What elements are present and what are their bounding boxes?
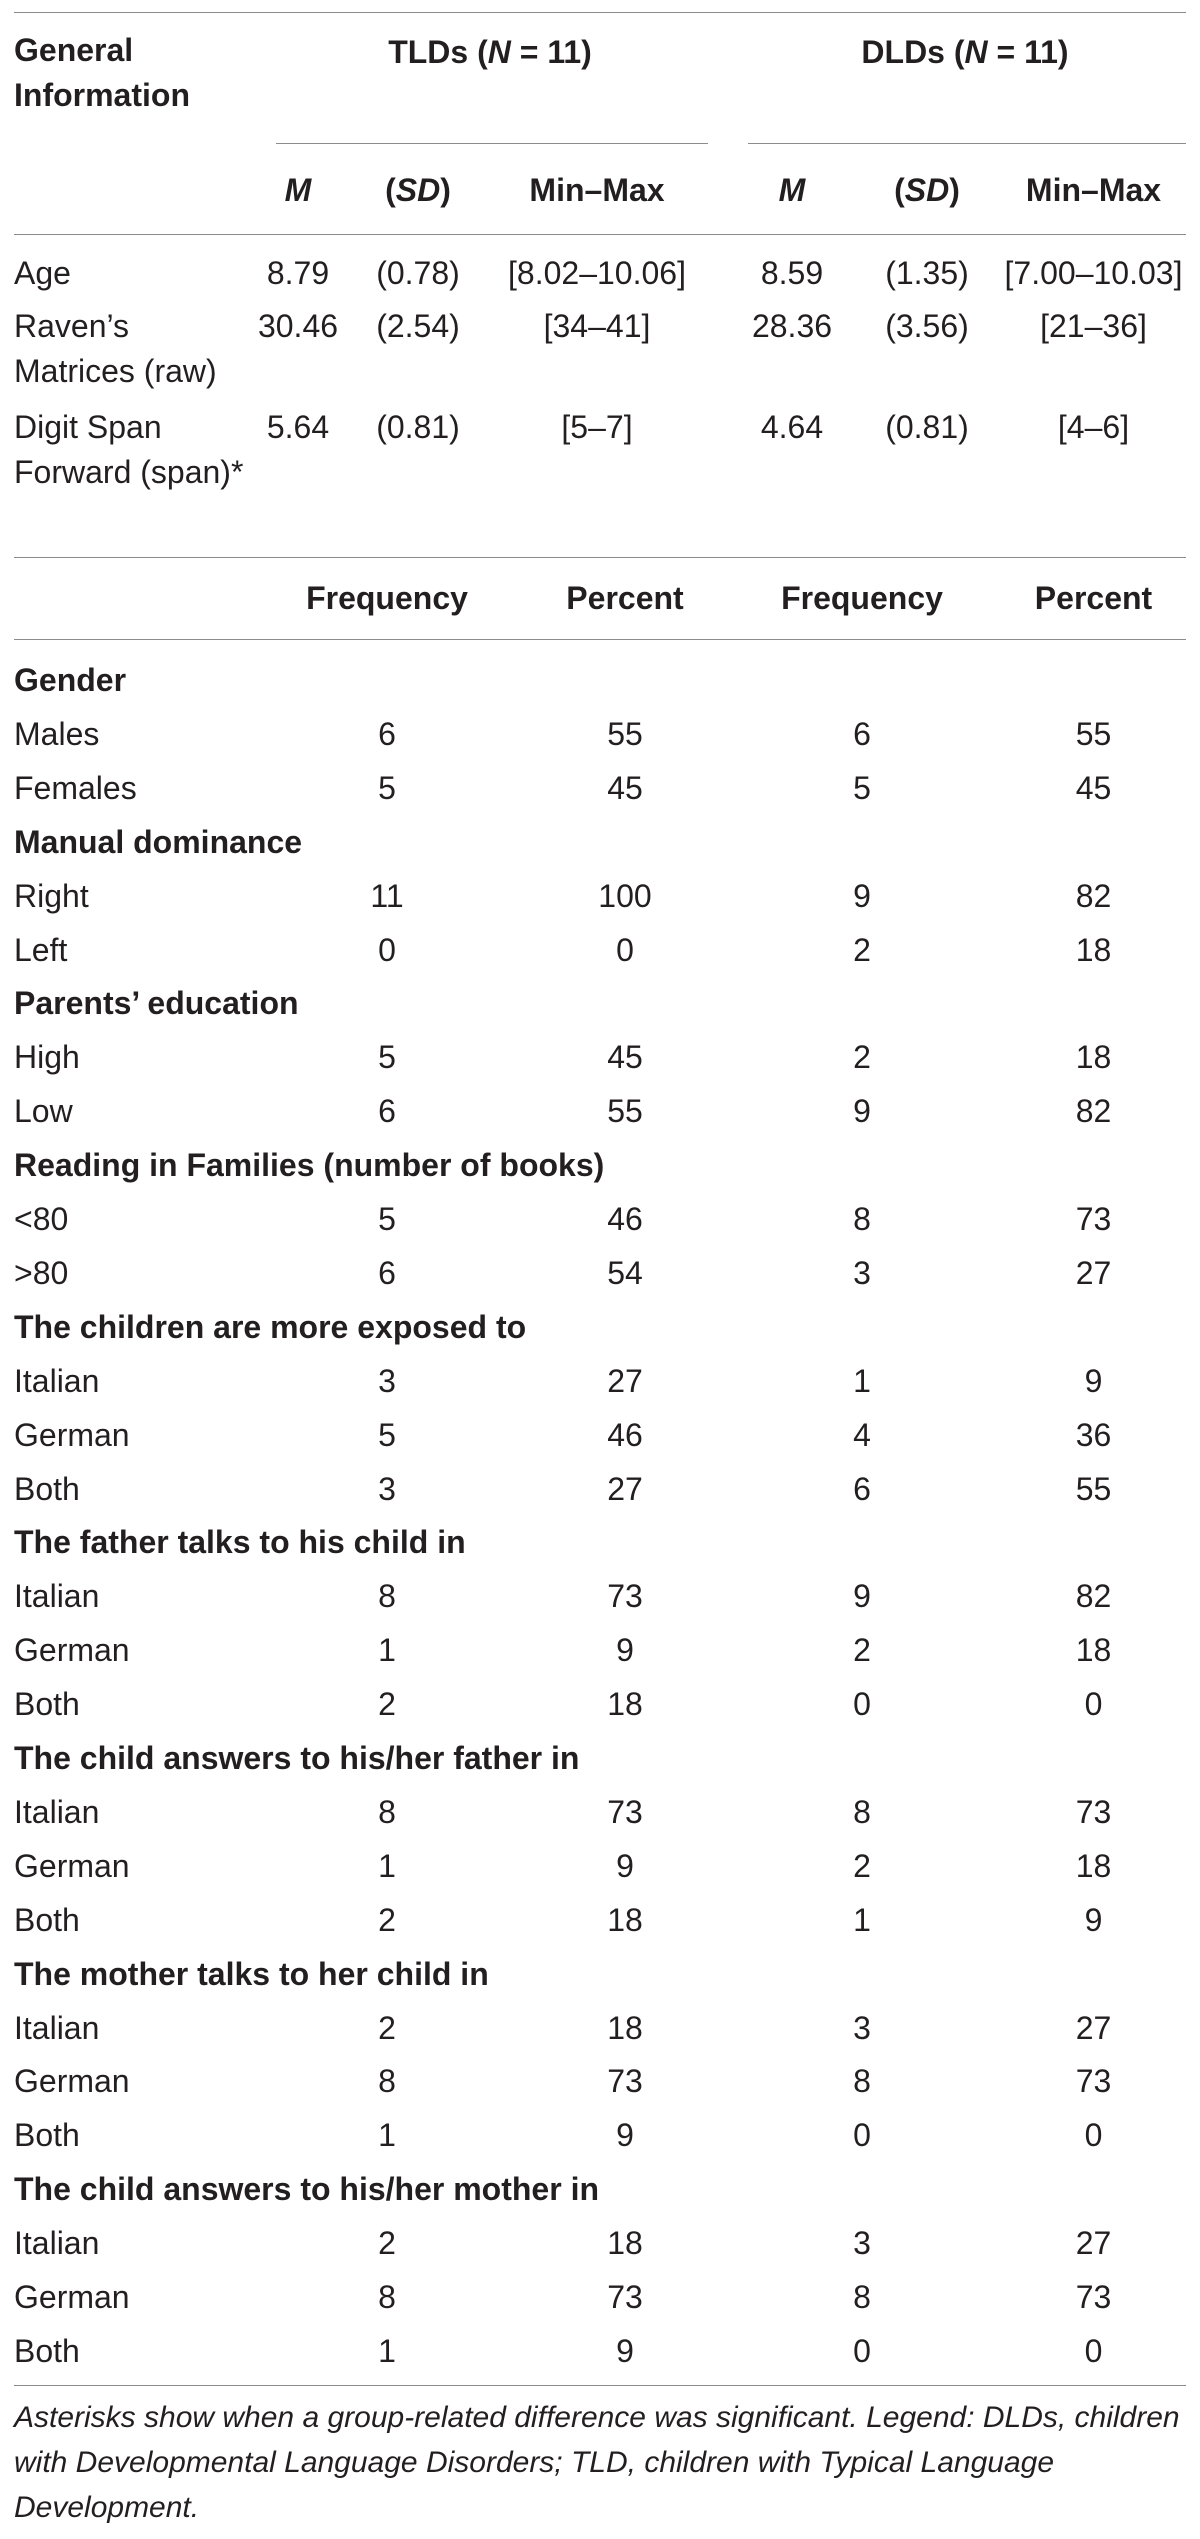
section-title: Parents’ education (14, 985, 299, 1022)
row-label: Left (14, 931, 68, 968)
tld-percent: 9 (616, 1632, 634, 1669)
tld-frequency: 2 (378, 1901, 396, 1938)
stats-row-age (0, 253, 1200, 293)
section-title: Gender (14, 662, 127, 698)
dld-percent: 82 (1075, 1578, 1112, 1615)
row-label: German (14, 1632, 130, 1669)
tld-percent: 55 (607, 1093, 643, 1130)
tld-frequency: 8 (378, 1793, 396, 1830)
section-title: The mother talks to her child in (14, 1955, 489, 1992)
row-label: German (14, 2279, 130, 2315)
table-row (0, 1792, 1200, 1832)
dld-sd: (1.35) (885, 255, 969, 291)
tlds-group-rule (276, 143, 708, 144)
dld-mean: 4.64 (760, 409, 824, 445)
dld-percent: 18 (1075, 1632, 1112, 1669)
subheader-rule (14, 234, 1186, 235)
section-title-row (0, 983, 1200, 1023)
row-label: Low (14, 1093, 73, 1130)
table-row (0, 1469, 1200, 1509)
section-title-row (0, 2169, 1200, 2209)
table-row (0, 1846, 1200, 1886)
tld-percent: 9 (616, 2117, 634, 2154)
table-row (0, 876, 1200, 916)
section-title-row (0, 1307, 1200, 1347)
dld-sd-header: (SD) (894, 172, 960, 208)
dld-frequency: 1 (853, 1362, 871, 1399)
row-label: High (14, 1039, 80, 1076)
table-row (0, 2223, 1200, 2263)
general-information-header: General Information (14, 32, 190, 113)
tld-percent: 46 (607, 1201, 643, 1237)
row-label: Italian (14, 2009, 100, 2046)
tld-frequency: 5 (378, 769, 396, 806)
dld-frequency: 8 (853, 1793, 871, 1830)
tld-percent: 18 (607, 1901, 643, 1938)
row-label: Males (14, 715, 100, 752)
dld-percent: 73 (1075, 2279, 1112, 2315)
table-row (0, 930, 1200, 970)
tld-frequency: 3 (378, 1470, 396, 1507)
dld-percent: 73 (1075, 1201, 1112, 1237)
tld-percent: 0 (616, 931, 634, 968)
table-row (0, 2331, 1200, 2371)
section-title-row (0, 822, 1200, 862)
tld-percent: 45 (607, 1039, 643, 1076)
section-title-row (0, 1738, 1200, 1778)
table-row (0, 2061, 1200, 2101)
tld-sd: (2.54) (376, 308, 460, 344)
dld-percent: 9 (1084, 1901, 1103, 1938)
tld-frequency: 8 (378, 1578, 396, 1615)
stats-row-raven (0, 306, 1200, 389)
table-row (0, 1630, 1200, 1670)
stats-rule (14, 557, 1186, 558)
tld-range: [34–41] (543, 308, 651, 344)
tld-minmax-header: Min–Max (529, 172, 665, 208)
tld-frequency: 8 (378, 2279, 396, 2315)
tlds-group-header: TLDs (N = 11) (388, 34, 592, 70)
dld-frequency: 0 (853, 2332, 871, 2369)
section-title: The father talks to his child in (14, 1524, 466, 1561)
tld-frequency: 0 (378, 931, 396, 968)
tld-frequency: 5 (378, 1039, 396, 1076)
tld-percent: 18 (607, 1686, 643, 1723)
tld-percent-header: Percent (566, 580, 684, 616)
dld-frequency: 2 (853, 1039, 871, 1076)
table-row (0, 714, 1200, 754)
dld-percent: 0 (1084, 2117, 1103, 2154)
row-label: German (14, 1416, 130, 1453)
tld-frequency-header: Frequency (306, 580, 468, 616)
tld-percent: 73 (607, 2279, 643, 2315)
dld-frequency: 3 (853, 1254, 871, 1291)
section-title: The child answers to his/her father in (14, 1740, 580, 1776)
dld-frequency: 8 (853, 1201, 871, 1237)
dld-percent: 82 (1075, 1093, 1112, 1130)
table-row (0, 1091, 1200, 1131)
dld-range: [7.00–10.03] (1004, 255, 1183, 291)
tld-frequency: 8 (378, 2063, 396, 2100)
row-label: Both (14, 1901, 80, 1938)
table-row (0, 1900, 1200, 1940)
row-label: Age (14, 255, 71, 291)
tld-frequency: 1 (378, 2117, 396, 2154)
section-title-row (0, 660, 1200, 700)
dld-percent: 36 (1075, 1416, 1112, 1453)
row-label: Both (14, 2117, 80, 2154)
dld-percent: 27 (1075, 2225, 1112, 2262)
tld-percent: 27 (607, 1470, 643, 1507)
row-label: Right (14, 877, 89, 914)
table-footnote: Asterisks show when a group-related difference was significant. Legend: DLDs, children with Developmental Language Disorders; TLD, children with Typical Language Development. (14, 2401, 1180, 2524)
row-label: German (14, 1847, 130, 1884)
dld-percent: 55 (1075, 715, 1112, 752)
section-title-row (0, 1954, 1200, 1994)
table-row (0, 1199, 1200, 1239)
dld-percent: 73 (1075, 2063, 1112, 2100)
row-label: Italian (14, 1578, 100, 1615)
tld-m-header: M (284, 172, 312, 208)
top-rule (14, 12, 1186, 13)
tld-sd: (0.78) (376, 255, 460, 291)
row-label: Italian (14, 2225, 100, 2262)
row-label: <80 (14, 1201, 69, 1237)
tld-percent: 18 (607, 2225, 643, 2262)
dld-frequency: 0 (853, 1686, 871, 1723)
bottom-rule (14, 2385, 1186, 2386)
dld-percent: 0 (1084, 2332, 1103, 2369)
section-title-row (0, 1522, 1200, 1562)
dld-percent-header: Percent (1034, 580, 1153, 616)
table-row (0, 768, 1200, 808)
tld-percent: 45 (607, 769, 643, 806)
tld-percent: 46 (607, 1416, 643, 1453)
dld-frequency: 3 (853, 2225, 871, 2262)
tld-percent: 73 (607, 1793, 643, 1830)
tld-frequency: 5 (378, 1201, 396, 1237)
row-label: Italian (14, 1362, 100, 1399)
tld-frequency: 2 (378, 2009, 396, 2046)
dld-percent: 27 (1075, 2009, 1112, 2046)
tld-frequency: 2 (378, 1686, 396, 1723)
dld-frequency-header: Frequency (781, 580, 943, 616)
dld-frequency: 2 (853, 1632, 871, 1669)
tld-frequency: 1 (378, 1847, 396, 1884)
tld-mean: 5.64 (266, 409, 330, 445)
dld-percent: 18 (1075, 931, 1112, 968)
dld-percent: 18 (1075, 1847, 1112, 1884)
dlds-group-rule (748, 143, 1186, 144)
tld-percent: 100 (598, 877, 652, 914)
tld-frequency: 1 (378, 1632, 396, 1669)
row-label: German (14, 2063, 130, 2100)
tld-frequency: 2 (378, 2225, 396, 2262)
row-label: Digit Span Forward (span)* (14, 409, 244, 490)
dld-frequency: 4 (853, 1416, 871, 1453)
tld-percent: 54 (607, 1254, 643, 1291)
tld-percent: 73 (607, 1578, 643, 1615)
tld-percent: 27 (607, 1362, 643, 1399)
row-label: >80 (14, 1254, 69, 1291)
row-label: Females (14, 769, 137, 806)
dld-range: [21–36] (1040, 308, 1147, 344)
row-label: Both (14, 2332, 80, 2369)
dlds-group-header: DLDs (N = 11) (861, 34, 1069, 70)
row-label: Raven’s Matrices (raw) (14, 308, 217, 389)
dld-frequency: 9 (853, 1578, 871, 1615)
dld-percent: 18 (1075, 1039, 1112, 1076)
dld-percent: 82 (1075, 877, 1112, 914)
table-row (0, 2115, 1200, 2155)
section-title: The child answers to his/her mother in (14, 2171, 599, 2208)
row-label: Both (14, 1686, 80, 1723)
tld-percent: 55 (607, 715, 643, 752)
tld-frequency: 5 (378, 1416, 396, 1453)
tld-range: [5–7] (561, 409, 633, 445)
table-row (0, 2277, 1200, 2317)
frequency-header-rule (14, 639, 1186, 640)
dld-mean: 8.59 (760, 255, 824, 291)
frequency-header-row (0, 578, 1200, 618)
dld-minmax-header: Min–Max (1025, 172, 1162, 208)
tld-mean: 30.46 (257, 308, 339, 344)
dld-frequency: 0 (853, 2117, 871, 2154)
dld-m-header: M (778, 172, 806, 208)
stats-row-digit-span (0, 407, 1200, 490)
tld-range: [8.02–10.06] (508, 255, 686, 291)
table-row (0, 2008, 1200, 2048)
dld-frequency: 8 (853, 2063, 871, 2100)
dld-percent: 45 (1075, 769, 1112, 806)
tld-percent: 18 (607, 2009, 643, 2046)
dld-frequency: 8 (853, 2279, 871, 2315)
tld-frequency: 11 (370, 877, 404, 914)
dld-frequency: 5 (853, 769, 871, 806)
section-title-row (0, 1145, 1200, 1185)
dld-percent: 27 (1075, 1254, 1112, 1291)
dld-percent: 0 (1084, 1686, 1103, 1723)
section-title: The children are more exposed to (14, 1308, 527, 1345)
tld-percent: 73 (607, 2063, 643, 2100)
dld-percent: 9 (1084, 1362, 1103, 1399)
dld-frequency: 2 (853, 1847, 871, 1884)
dld-frequency: 9 (853, 1093, 871, 1130)
section-title: Manual dominance (14, 823, 303, 860)
tld-frequency: 6 (378, 715, 396, 752)
section-title: Reading in Families (number of books) (14, 1147, 605, 1184)
dld-sd: (0.81) (885, 409, 969, 445)
table-row (0, 1684, 1200, 1724)
dld-frequency: 1 (853, 1901, 871, 1938)
tld-frequency: 1 (378, 2332, 396, 2369)
tld-mean: 8.79 (266, 255, 330, 291)
tld-percent: 9 (616, 2332, 634, 2369)
dld-mean: 28.36 (751, 308, 833, 344)
tld-frequency: 6 (378, 1254, 396, 1291)
dld-frequency: 6 (853, 1470, 871, 1507)
tld-percent: 9 (616, 1847, 634, 1884)
tld-sd-header: (SD) (385, 172, 451, 208)
dld-frequency: 3 (853, 2009, 871, 2046)
row-label: Italian (14, 1793, 100, 1830)
tld-frequency: 6 (378, 1093, 396, 1130)
column-subheader-row (0, 170, 1200, 210)
table-row (0, 1361, 1200, 1401)
row-label: Both (14, 1470, 80, 1507)
table-row (0, 1576, 1200, 1616)
dld-frequency: 2 (853, 931, 871, 968)
dld-sd: (3.56) (885, 308, 969, 344)
table-row (0, 1415, 1200, 1455)
tld-frequency: 3 (378, 1362, 396, 1399)
dld-frequency: 9 (853, 877, 871, 914)
dld-percent: 73 (1075, 1793, 1112, 1830)
tld-sd: (0.81) (376, 409, 460, 445)
table-row (0, 1253, 1200, 1293)
dld-range: [4–6] (1057, 409, 1130, 445)
dld-frequency: 6 (853, 715, 871, 752)
table-row (0, 1037, 1200, 1077)
dld-percent: 55 (1075, 1470, 1112, 1507)
